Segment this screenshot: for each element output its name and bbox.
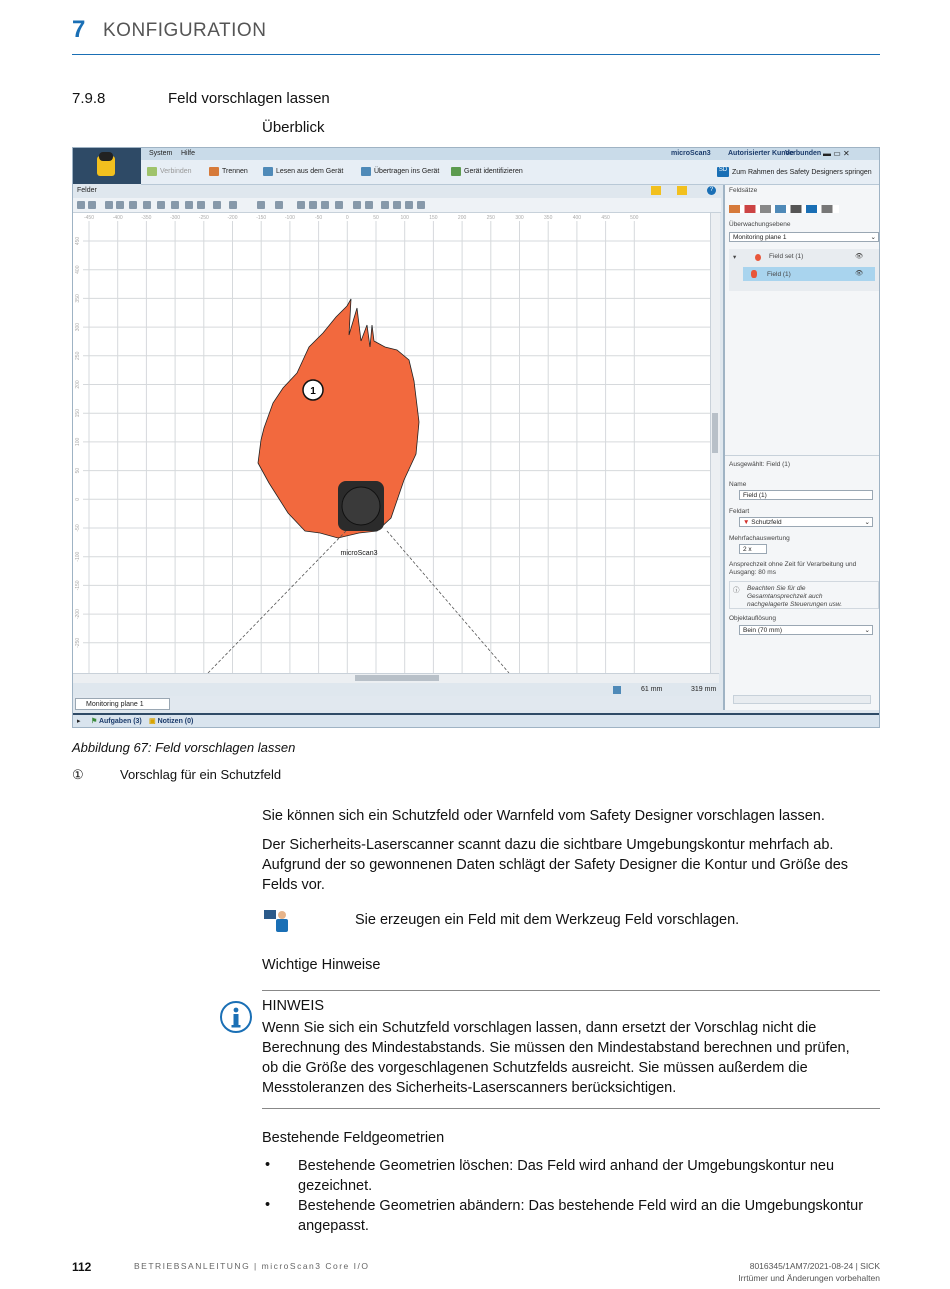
transfer-icon [361,167,371,176]
header-rule [72,54,880,55]
grid-icon[interactable] [393,201,401,209]
tool-name: Feld vorschlagen [624,912,736,928]
app-screenshot [72,147,880,728]
suggest-field-icon[interactable] [213,201,221,209]
device-label: microScan3 [340,550,378,557]
coord-x: 61 mm [641,686,663,693]
axis-tick-x: 350 [544,215,553,221]
box-icon[interactable] [157,201,165,209]
resolution-label: Objektauflösung [729,615,776,622]
editor-grid [73,213,713,673]
identify-device-button[interactable]: Gerät identifizieren [451,167,523,176]
axis-tick-x: 100 [400,215,409,221]
panel-divider [725,455,880,456]
coord-statusbar [73,684,721,696]
axis-tick-x: 500 [630,215,639,221]
tool-note: Sie erzeugen ein Feld mit dem Werkzeug Feld vorschlagen. [355,912,740,928]
tab-monitoring-plane[interactable]: Monitoring plane 1 [75,698,170,710]
fieldsets-title: Feldsätze [729,187,758,194]
disconnect-button[interactable]: Trennen [209,167,248,176]
polygon-icon[interactable] [143,201,151,209]
axis-tick-x: -50 [314,215,323,221]
image-icon[interactable] [381,201,389,209]
footer-docnumber: 8016345/1AM7/2021-08-24 | SICK [749,1261,880,1271]
axis-tick-x: -350 [141,215,152,221]
axis-tick-x: 0 [345,215,349,221]
help-icon[interactable]: ? [707,186,716,195]
axis-tick-x: 400 [572,215,582,221]
circle-icon[interactable] [171,201,179,209]
fieldset-icon [755,254,761,261]
axis-tick-y: 450 [75,236,81,246]
footer-right [738,1260,880,1284]
axis-tick-y: 250 [75,351,81,360]
eye-icon[interactable]: 👁 [855,253,864,260]
bullet-2: • [265,1197,271,1213]
status-connection: Verbunden [785,150,822,157]
bottom-bar [73,713,879,728]
chapter-title: KONFIGURATION [103,20,267,41]
note-icon: ▣ [149,718,156,725]
axis-tick-y: -50 [75,524,81,532]
multi-label: Mehrfachauswertung [729,535,790,542]
undo-icon[interactable] [77,201,85,209]
field-editor-canvas[interactable] [73,213,713,673]
notice-rule-top [262,990,880,991]
zoom-area-icon[interactable] [335,201,343,209]
info-small-icon: ⓘ [733,587,740,594]
paragraph-2: Der Sicherheits-Laserscanner scannt dazu die sichtbare Umgebungskontur mehrfach ab. Aufgrund der so gewonnenen Daten schlägt der Safety Designer die Kontur und Größe des Felds vor. [262,837,849,893]
connect-icon [147,167,157,176]
redo-icon[interactable] [88,201,96,209]
read-device-button[interactable]: Lesen aus dem Gerät [263,167,343,176]
connect-button[interactable]: Verbinden [147,167,192,176]
axis-tick-x: 300 [515,215,524,221]
axis-tick-x: -450 [83,215,95,221]
axis-tick-y: 400 [75,265,81,274]
status-user: Autorisierter Kunde [728,150,794,157]
scan-ray-left [208,531,346,673]
section-title: Feld vorschlagen lassen [168,90,330,107]
axis-tick-y: 200 [75,380,81,389]
paragraph-1: Sie können sich ein Schutzfeld oder Warnfeld vom Safety Designer vorschlagen lassen. [262,808,825,824]
axis-tick-x: -300 [170,215,181,221]
disconnect-icon [209,167,219,176]
axis-tick-x: -400 [112,215,123,221]
axis-tick-y: 0 [75,497,81,501]
axis-tick-x: 450 [601,215,610,221]
transfer-device-button[interactable]: Übertragen ins Gerät [361,167,439,176]
monitoring-label: Überwachungsebene [729,221,791,228]
existing-heading: Bestehende Feldgeometrien [262,1130,445,1146]
zoom-out-icon[interactable] [309,201,317,209]
tree-item-field[interactable]: Field (1) [767,271,791,278]
notice-text: Wenn Sie sich ein Schutzfeld vorschlagen lassen, dann ersetzt der Vorschlag nicht die Berechnung des Mindestabstands. Sie müssen den Mindestabstand berechnen und prüfen, ob die Größe des vorgeschlagenen Schutzfelds ausreicht. Sie müssen außerdem die Messtoleranzen des Sicherheits-Laserscanners berücksichtigen. [262,1020,850,1096]
mirror-icon[interactable] [365,201,373,209]
wrench-icon[interactable] [405,201,413,209]
footer-doc-title: BETRIEBSANLEITUNG | microScan3 Core I/O [134,1261,370,1271]
list-item-1: Bestehende Geometrien löschen: Das Feld wird anhand der Umgebungskontur neu gezeichnet. [298,1158,835,1194]
fieldsets-panel [723,185,880,710]
axis-tick-y: -150 [75,580,81,591]
menu-help[interactable]: Hilfe [181,150,196,157]
axis-tick-y: -100 [75,551,81,562]
axis-tick-x: -150 [256,215,267,221]
field-icon [751,270,757,278]
zoom-fit-icon[interactable] [321,201,329,209]
app-logo [73,148,141,184]
help-tool-icon[interactable] [417,201,425,209]
eye2-icon[interactable]: 👁 [855,270,864,277]
scanner-logo-icon [73,148,141,184]
fieldsets-toolbar-icon[interactable] [729,205,839,213]
axis-tick-x: -250 [198,215,209,221]
chevron-down-icon: ⌄ [870,234,876,241]
section-number: 7.9.8 [72,90,106,107]
rotate-icon[interactable] [353,201,361,209]
arc-icon[interactable] [185,201,193,209]
coord-y: 319 mm [691,686,717,693]
tree-expand-icon[interactable]: ▾ [733,254,737,261]
axis-tick-x: -200 [227,215,238,221]
axis-tick-y: 150 [75,409,81,418]
name-label: Name [729,481,747,488]
jump-button[interactable]: SD Zum Rahmen des Safety Designers springen [718,167,872,176]
selected-label: Ausgewählt: Field (1) [729,461,791,468]
axis-tick-x: 150 [429,215,438,221]
menu-system[interactable]: System [149,150,173,157]
fill-icon[interactable] [275,201,283,209]
tasks-link[interactable]: ⚑ Aufgaben (3) [91,718,142,725]
copy-icon[interactable] [257,201,265,209]
chevron-down-icon: ⌄ [864,627,870,634]
footer-disclaimer: Irrtümer und Änderungen vorbehalten [738,1273,880,1283]
axis-tick-x: 50 [373,215,379,221]
name-input[interactable]: Field (1) [739,490,873,500]
figure-caption: Abbildung 67: Feld vorschlagen lassen [72,740,296,755]
expand-icon[interactable]: ▸ [77,718,81,725]
vertical-scrollbar[interactable] [710,213,720,673]
axis-tick-y: 300 [75,322,81,332]
zoom-in-icon[interactable] [297,201,305,209]
legend-text: Vorschlag für ein Schutzfeld [120,767,282,782]
read-icon [263,167,273,176]
panel-scrollbar[interactable] [733,695,871,704]
fieldtype-label: Feldart [729,508,750,515]
plane-tabbar [73,696,721,710]
horizontal-scroll-thumb[interactable] [355,675,439,681]
resolution-select[interactable]: Bein (70 mm) ⌄ [739,625,873,635]
monitoring-select[interactable]: Monitoring plane 1 ⌄ [729,232,879,242]
identify-icon [451,167,461,176]
status-device: microScan3 [671,150,711,157]
list-item-2: Bestehende Geometrien abändern: Das bestehende Feld wird an die Umgebungskontur angepasst. [298,1198,864,1234]
axis-tick-y: -250 [75,637,81,648]
subsection-title: Überblick [262,119,325,136]
axis-tick-y: 50 [75,467,81,474]
tree-item-fieldset[interactable]: Field set (1) [769,253,804,260]
segment-icon[interactable] [197,201,205,209]
callout-number: 1 [310,386,316,397]
notes-icon[interactable] [651,186,661,195]
pan-icon[interactable] [116,201,124,209]
notice-title: HINWEIS [262,998,325,1014]
axis-tick-x: 250 [486,215,495,221]
fieldtype-select[interactable]: ▼ Schutzfeld ⌄ [739,517,873,527]
multi-select[interactable]: 2 x [739,544,767,554]
notes-link[interactable]: ▣ Notizen (0) [149,718,194,725]
window-controls-icon[interactable]: ▬ ▭ ✕ [823,149,850,158]
user-action-icon [262,906,292,934]
axis-tick-y: -200 [75,609,81,620]
info-note-text: Beachten Sie für die Gesamtansprechzeit auch nachgelagerte Steuerungen usw. [747,585,843,608]
cursor-coordinate-icon [613,686,621,694]
notice-rule-bottom [262,1108,880,1109]
response-time-text: Ansprechzeit ohne Zeit für Verarbeitung und Ausgang: 80 ms [729,561,857,576]
panel-fields-title: Felder [77,187,97,194]
scanner-head [342,487,380,525]
legend-number: ① [72,767,84,782]
axis-tick-y: 350 [75,294,81,303]
axis-tick-y: 100 [75,437,81,447]
flag-icon: ⚑ [91,718,98,725]
info-icon [219,1000,253,1034]
delete-icon[interactable] [229,201,237,209]
vertical-scroll-thumb[interactable] [712,413,718,453]
notes2-icon[interactable] [677,186,687,195]
axis-tick-x: 200 [457,215,467,221]
drawing-toolbar [73,198,721,213]
horizontal-scrollbar[interactable] [73,673,719,683]
axis-tick-x: -100 [284,215,295,221]
sd-icon: SD [717,167,729,177]
bullet-1: • [265,1157,271,1173]
page-number: 112 [72,1260,92,1274]
chevron-down-icon: ⌄ [864,519,870,526]
select-icon[interactable] [105,201,113,209]
important-heading: Wichtige Hinweise [262,957,381,973]
warning-triangle-icon: ▼ [743,519,750,526]
rectangle-icon[interactable] [129,201,137,209]
chapter-number: 7 [72,16,86,43]
